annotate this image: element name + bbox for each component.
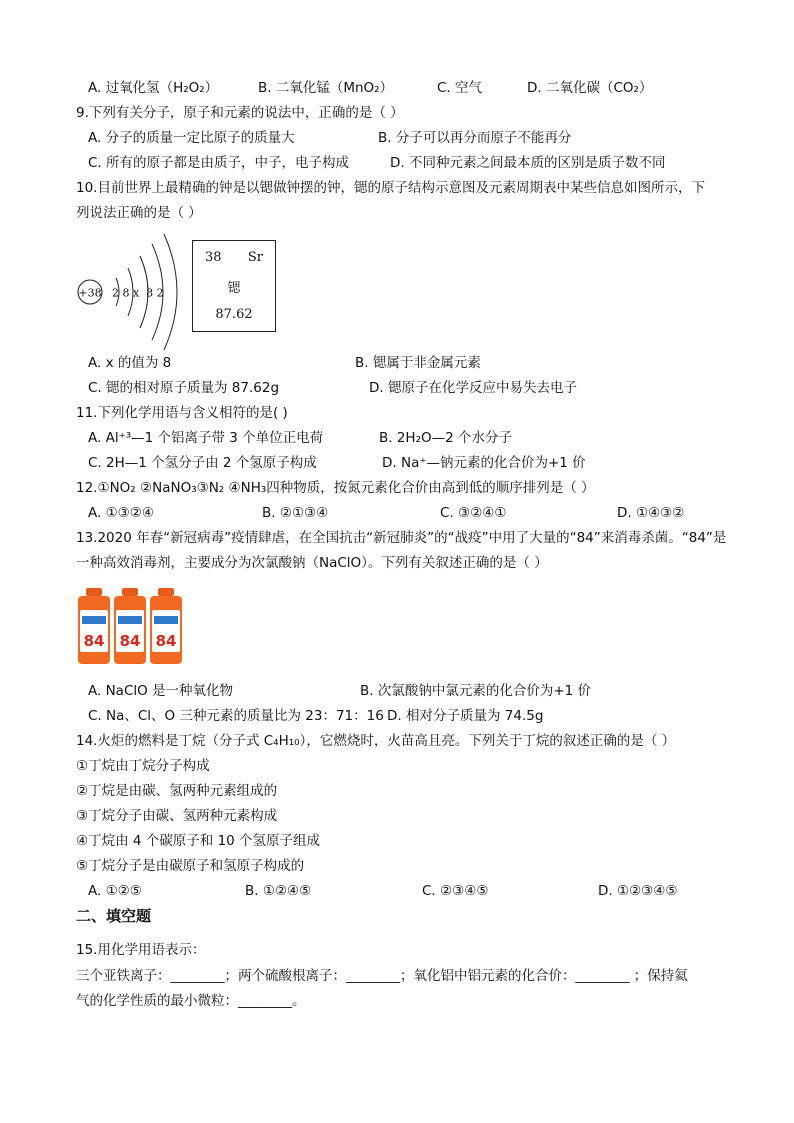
q10-option-c: C. 锶的相对原子质量为 87.62g bbox=[88, 380, 280, 396]
q15-stem: 15.用化学用语表示： bbox=[76, 942, 206, 958]
disinfectant-84-bottles-image bbox=[76, 588, 188, 668]
periodic-table-cell-strontium bbox=[192, 240, 276, 332]
q8-option-a: A. 过氧化氢（H₂O₂） bbox=[88, 80, 219, 96]
q13-stem-line1: 13.2020 年春“新冠病毒”疫情肆虐，在全国抗击“新冠肺炎”的“战疫”中用了大量的“84”来消毒杀菌。“84”是 bbox=[76, 530, 727, 546]
q10-stem-line1: 10.目前世界上最精确的钟是以锶做钟摆的钟，锶的原子结构示意图及元素周期表中某些信息如图所示，下 bbox=[76, 180, 705, 196]
bottle-3 bbox=[150, 588, 182, 664]
bottle-2-label: 84 bbox=[119, 632, 141, 650]
section-title-fill-in: 二、填空题 bbox=[76, 907, 152, 925]
q8-option-b: B. 二氧化锰（MnO₂） bbox=[258, 80, 394, 96]
q10-option-a: A. x 的值为 8 bbox=[88, 355, 172, 371]
atom-electron-counts: 2 8 x 8 2 bbox=[112, 286, 164, 300]
q14-option-c: C. ②③④⑤ bbox=[422, 883, 489, 899]
q14-stem: 14.火炬的燃料是丁烷（分子式 C₄H₁₀），它燃烧时，火苗高且亮。下列关于丁烷的叙述正确的是（ ） bbox=[76, 733, 676, 749]
q12-option-c: C. ③②④① bbox=[440, 505, 507, 521]
q12-option-b: B. ②①③④ bbox=[262, 505, 329, 521]
q9-stem: 9.下列有关分子，原子和元素的说法中，正确的是（ ） bbox=[76, 105, 404, 121]
q11-option-c: C. 2H—1 个氢分子由 2 个氢原子构成 bbox=[88, 455, 317, 471]
q12-option-a: A. ①③②④ bbox=[88, 505, 154, 521]
bottle-1-label: 84 bbox=[83, 632, 105, 650]
q14-option-b: B. ①②④⑤ bbox=[245, 883, 312, 899]
q14-statement-1: ①丁烷由丁烷分子构成 bbox=[76, 758, 210, 774]
q12-option-d: D. ①④③② bbox=[617, 505, 685, 521]
q11-stem: 11.下列化学用语与含义相符的是( ) bbox=[76, 405, 288, 421]
bottle-3-label: 84 bbox=[155, 632, 177, 650]
strontium-atom-structure-diagram bbox=[76, 230, 186, 354]
q12-stem: 12.①NO₂ ②NaNO₃③N₂ ④NH₃四种物质，按氮元素化合价由高到低的顺序排列是（ ） bbox=[76, 480, 595, 496]
q14-option-d: D. ①②③④⑤ bbox=[598, 883, 678, 899]
q14-statement-5: ⑤丁烷分子是由碳原子和氢原子构成的 bbox=[76, 858, 305, 874]
element-symbol: Sr bbox=[247, 250, 263, 265]
q9-option-a: A. 分子的质量一定比原子的质量大 bbox=[88, 130, 295, 146]
bottle-1 bbox=[78, 588, 110, 664]
q9-option-c: C. 所有的原子都是由质子，中子，电子构成 bbox=[88, 155, 350, 171]
q13-option-c: C. Na、Cl、O 三种元素的质量比为 23：71：16 bbox=[88, 708, 384, 724]
q10-option-d: D. 锶原子在化学反应中易失去电子 bbox=[369, 380, 577, 396]
q8-option-c: C. 空气 bbox=[437, 80, 483, 96]
q15-line-1: 三个亚铁离子：________；两个硫酸根离子：________；氧化铝中铝元素的化合价：________ ；保持氦 bbox=[76, 968, 688, 984]
q13-stem-line2: 一种高效消毒剂，主要成分为次氯酸钠（NaClO）。下列有关叙述正确的是（ ） bbox=[76, 555, 548, 571]
electron-shell-5 bbox=[164, 234, 177, 350]
q14-statement-2: ②丁烷是由碳、氢两种元素组成的 bbox=[76, 783, 278, 799]
q15-line-2: 气的化学性质的最小微粒：________。 bbox=[76, 993, 306, 1009]
q13-option-d: D. 相对分子质量为 74.5g bbox=[387, 708, 544, 724]
q14-statement-4: ④丁烷由 4 个碳原子和 10 个氢原子组成 bbox=[76, 833, 321, 849]
q10-stem-line2: 列说法正确的是（ ） bbox=[76, 205, 202, 221]
q13-option-a: A. NaClO 是一种氧化物 bbox=[88, 683, 234, 699]
relative-atomic-mass: 87.62 bbox=[215, 307, 253, 322]
q11-option-b: B. 2H₂O—2 个水分子 bbox=[379, 430, 513, 446]
q14-statement-3: ③丁烷分子由碳、氢两种元素构成 bbox=[76, 808, 278, 824]
q14-option-a: A. ①②⑤ bbox=[88, 883, 142, 899]
q11-option-d: D. Na⁺—钠元素的化合价为+1 价 bbox=[382, 455, 586, 471]
atom-nucleus-label: +38 bbox=[78, 286, 102, 300]
q9-option-d: D. 不同种元素之间最本质的区别是质子数不同 bbox=[390, 155, 666, 171]
q9-option-b: B. 分子可以再分而原子不能再分 bbox=[378, 130, 572, 146]
q8-option-d: D. 二氧化碳（CO₂） bbox=[527, 80, 653, 96]
q11-option-a: A. Al⁺³—1 个铝离子带 3 个单位正电荷 bbox=[88, 430, 324, 446]
q10-option-b: B. 锶属于非金属元素 bbox=[355, 355, 481, 371]
element-name: 锶 bbox=[227, 281, 241, 296]
q13-option-b: B. 次氯酸钠中氯元素的化合价为+1 价 bbox=[360, 683, 592, 699]
bottle-2 bbox=[114, 588, 146, 664]
atomic-number: 38 bbox=[205, 250, 222, 265]
